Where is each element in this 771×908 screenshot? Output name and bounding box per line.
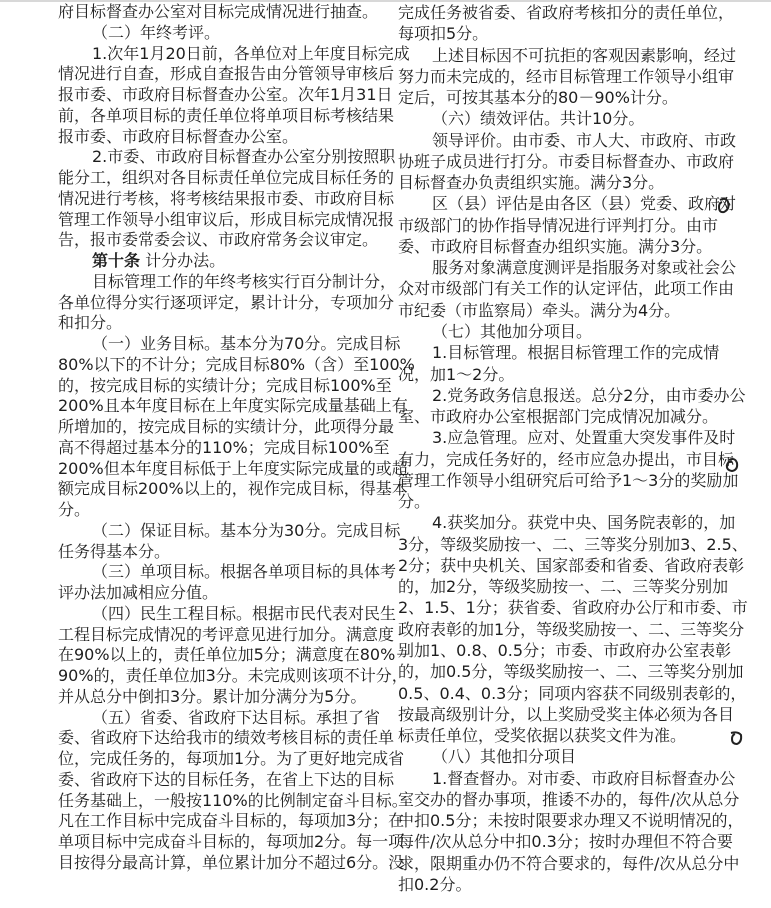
line-text: 努力而未完成的，经市目标管理工作领导小组审 xyxy=(398,66,735,86)
text-line xyxy=(398,406,719,427)
text-line xyxy=(398,257,737,278)
line-text: 额完成目标200%以上的，视作完成目标，得基本 xyxy=(58,479,408,499)
text-line xyxy=(398,342,720,363)
line-text: 报市委、市政府目标督查办公室。次年1月31日 xyxy=(58,85,393,104)
text-line xyxy=(398,534,748,555)
line-text: （八）其他扣分项目 xyxy=(432,747,577,767)
text-line xyxy=(58,852,405,874)
line-text: （六）绩效评估。共计10分。 xyxy=(432,109,645,129)
text-line xyxy=(398,172,709,193)
text-line xyxy=(398,130,737,151)
text-line xyxy=(58,354,415,376)
line-text: （七）其他加分项目。 xyxy=(432,321,593,341)
text-line xyxy=(398,683,747,704)
text-line xyxy=(398,108,709,129)
line-text: （二）保证目标。基本分为30分。完成目标 xyxy=(92,520,401,540)
paragraph xyxy=(58,603,412,708)
paragraph xyxy=(398,342,720,385)
line-text: 计分办法。 xyxy=(140,251,226,270)
text-line xyxy=(398,151,735,172)
paragraph xyxy=(398,746,709,767)
line-text: （五）省委、省政府下达目标。承担了省 xyxy=(92,707,381,727)
text-line xyxy=(58,127,370,148)
text-line xyxy=(58,43,410,65)
paragraph xyxy=(58,23,370,44)
line-text: （一）业务目标。基本分为70分。完成目标 xyxy=(92,334,401,353)
line-text: （三）单项目标。根据各单项目标的具体考 xyxy=(92,562,397,582)
paragraph xyxy=(398,321,709,342)
text-line xyxy=(58,666,408,687)
paragraph xyxy=(58,147,396,251)
text-line xyxy=(58,500,370,521)
text-line xyxy=(58,209,395,231)
line-text: 目标管理工作的年终考核实行百分制计分， xyxy=(92,271,397,291)
paragraph xyxy=(398,768,744,896)
text-line xyxy=(398,512,736,533)
line-text: 众对市级部门有关工作的认定评估，此项工作由 xyxy=(398,279,735,299)
text-line xyxy=(58,479,408,500)
line-text: 服务对象满意度测评是指服务对象或社会公 xyxy=(432,258,737,278)
binding-hole-mark-icon xyxy=(716,197,732,215)
paragraph xyxy=(398,45,737,109)
text-line xyxy=(58,313,370,334)
paragraph xyxy=(398,427,739,512)
line-text: 标责任单位，受奖依据以获奖文件为准。 xyxy=(398,726,687,746)
line-text: 凡在工作目标中完成奋斗目标的，每项加3分；在 xyxy=(58,811,405,831)
text-line xyxy=(398,193,737,214)
line-text: 领导评价。由市委、市人大、市政府、市政 xyxy=(432,130,737,150)
line-text: 1.目标管理。根据目标管理工作的完成情 xyxy=(432,343,720,363)
text-line xyxy=(58,334,401,355)
text-line xyxy=(58,749,405,770)
paragraph xyxy=(398,385,746,428)
text-line xyxy=(398,555,745,576)
text-line xyxy=(58,271,397,293)
text-line xyxy=(398,491,709,512)
text-line xyxy=(398,831,733,852)
text-line xyxy=(398,45,737,66)
line-text: （二）年终考评。 xyxy=(92,22,221,42)
text-line xyxy=(398,576,729,597)
text-line xyxy=(58,230,379,251)
text-line xyxy=(58,811,405,832)
line-text: 评办法加减相应分值。 xyxy=(58,583,219,602)
line-text: 市纪委（市监察局）牵头。满分为4分。 xyxy=(398,300,681,320)
text-line xyxy=(58,728,395,749)
line-text: 前，各单项目标的责任单位将单项目标考核结果 xyxy=(58,105,395,125)
line-text: 每件/次从总分中扣0.3分；按时办理但不符合要 xyxy=(398,832,733,852)
line-text: 室交办的督办事项，推诿不办的，每件/次从总分 xyxy=(398,789,740,809)
text-line xyxy=(58,832,405,853)
line-text: 分。 xyxy=(58,500,91,519)
text-line xyxy=(398,874,709,895)
text-line xyxy=(58,603,397,625)
text-line xyxy=(398,364,709,385)
line-text: 告，报市委常委会议、市政府常务会议审定。 xyxy=(58,230,379,250)
paragraph xyxy=(398,257,737,321)
line-text: 委、省政府下达的目标任务，在省上下达的目标 xyxy=(58,769,395,789)
text-line xyxy=(398,215,719,236)
line-text: 扣0.2分。 xyxy=(398,874,472,894)
text-line xyxy=(398,597,748,618)
line-text: 分。 xyxy=(398,492,431,512)
text-line xyxy=(398,853,740,874)
paragraph xyxy=(398,512,748,746)
paragraph xyxy=(58,707,408,874)
text-line xyxy=(58,85,393,106)
line-text: 任务基础上，一般按110%的比例制定奋斗目标。 xyxy=(58,790,408,810)
line-text: 单项目标中完成奋斗目标的，每项加2分。每一项 xyxy=(58,832,405,851)
line-text: （四）民生工程目标。根据市民代表对民生 xyxy=(92,603,397,623)
paragraph xyxy=(58,251,370,272)
paragraph xyxy=(58,43,410,148)
text-line xyxy=(398,321,709,342)
text-line xyxy=(58,375,392,397)
text-line xyxy=(398,385,746,406)
line-text: 并从总分中倒扣3分。累计加分满分为5分。 xyxy=(58,686,367,706)
text-line xyxy=(398,810,744,831)
binding-hole-mark-icon xyxy=(728,729,744,747)
line-text: 1.督查督办。对市委、市政府目标督查办公 xyxy=(432,768,736,788)
line-text: 2分；获中央机关、国家部委和省委、省政府表彰 xyxy=(398,555,745,575)
line-text: 上述目标因不可抗拒的客观因素影响，经过 xyxy=(432,45,737,65)
line-text: 工程目标完成情况的考评意见进行加分。满意度 xyxy=(58,624,395,644)
text-line xyxy=(398,661,744,682)
text-line xyxy=(398,619,745,640)
line-text: 2.市委、市政府目标督查办公室分别按照职 xyxy=(92,147,396,167)
paragraph xyxy=(398,2,735,45)
line-text: 200%但本年度目标低于上年度实际完成量的或超 xyxy=(58,458,408,478)
line-text: 0.5、0.4、0.3分；同项内容获不同级别表彰的， xyxy=(398,683,747,703)
line-text: 管理工作领导小组研究后可给予1～3分的奖励加 xyxy=(398,470,739,490)
line-text: 目按得分最高计算，单位累计加分不超过6分。没 xyxy=(58,852,405,872)
left-column xyxy=(58,2,415,874)
line-text: 90%的，责任单位加3分。未完成则该项不计分， xyxy=(58,666,408,685)
text-line xyxy=(398,23,709,44)
line-text: 委、市政府目标督查办组织实施。满分3分。 xyxy=(398,236,713,256)
text-line xyxy=(398,300,709,321)
line-text: 的，按完成目标的实绩计分；完成目标100%至 xyxy=(58,375,392,395)
paragraph xyxy=(58,562,397,604)
paragraph xyxy=(58,520,401,563)
line-text: 和扣分。 xyxy=(58,313,123,333)
text-line xyxy=(58,520,401,542)
text-line xyxy=(398,768,736,789)
text-line xyxy=(58,645,412,666)
line-text: 高不得超过基本分的110%；完成目标100%至 xyxy=(58,437,390,457)
paragraph xyxy=(58,334,415,521)
paragraph xyxy=(58,2,379,23)
line-text: 完成任务被省委、省政府考核扣分的责任单位， xyxy=(398,3,735,22)
line-text: 3.应急管理。应对、处置重大突发事件及时 xyxy=(432,428,736,448)
text-line xyxy=(58,23,370,44)
text-line xyxy=(398,449,735,470)
line-text: 80%以下的不计分；完成目标80%（含）至100% xyxy=(58,354,415,374)
line-text: 1.次年1月20日前，各单位对上年度目标完成 xyxy=(92,43,410,63)
paragraph xyxy=(398,193,737,257)
line-text: 各单位得分实行逐项评定，累计计分，专项加分 xyxy=(58,292,395,312)
line-text: 政府表彰的加1分，等级奖励按一、二、三等奖分 xyxy=(398,619,745,639)
paragraph xyxy=(398,130,737,194)
line-text: 报市委、市政府目标督查办公室。 xyxy=(58,126,299,146)
text-line xyxy=(58,292,395,314)
line-text: 别加1、0.8、0.5分；市委、市政府办公室表彰 xyxy=(398,640,732,660)
line-text: 情况进行自查，形成自查报告由分管领导审核后 xyxy=(58,64,395,84)
text-line xyxy=(58,769,395,791)
text-line xyxy=(58,105,395,127)
line-text: 的，加0.5分，等级奖励按一、二、三等奖分别加 xyxy=(398,662,744,682)
text-line xyxy=(58,458,408,480)
text-line xyxy=(58,562,397,583)
right-column xyxy=(398,2,748,895)
line-text: 室、市政府办公室根据部门完成情况加减分。 xyxy=(398,407,719,427)
text-line xyxy=(58,2,379,23)
line-text: 200%且本年度目标在上年度实际完成量基础上有 xyxy=(58,396,408,416)
line-text: 能分工，组织对各目标责任单位完成目标任务的 xyxy=(58,168,395,187)
line-text: 区（县）评估是由各区（县）党委、政府对 xyxy=(432,194,737,214)
line-text: 每项扣5分。 xyxy=(398,24,489,44)
line-text: 协班子成员进行打分。市委目标督查办、市政府 xyxy=(398,151,735,171)
line-text: 2.党务政务信息报送。总分2分，由市委办公 xyxy=(432,385,746,405)
line-text: 市级部门的协作指导情况进行评判打分。由市 xyxy=(398,215,719,235)
line-text: 的，加2分，等级奖励按一、二、三等奖分别加 xyxy=(398,577,729,597)
text-line xyxy=(398,2,735,23)
line-text: 按最高级别计分，以上奖励受奖主体必须为各目 xyxy=(398,704,735,724)
line-text: 任务得基本分。 xyxy=(58,541,171,561)
text-line xyxy=(58,437,390,459)
text-line xyxy=(58,687,370,708)
text-line xyxy=(398,66,735,87)
text-line xyxy=(58,168,395,189)
text-line xyxy=(58,624,395,646)
text-line xyxy=(398,704,735,725)
text-line xyxy=(398,746,709,767)
text-line xyxy=(398,470,739,491)
line-text: 况，加1～2分。 xyxy=(398,364,515,384)
text-line xyxy=(398,789,740,810)
line-text: 2、1.5、1分；获省委、省政府办公厅和市委、市 xyxy=(398,598,748,618)
line-text: 有力，完成任务好的，经市应急办提出，市目标 xyxy=(398,449,735,469)
line-text: 4.获奖加分。获党中央、国务院表彰的，加 xyxy=(432,513,736,533)
text-line xyxy=(398,427,736,448)
text-line xyxy=(58,542,370,563)
line-text: 求，限期重办仍不符合要求的，每件/次从总分中 xyxy=(398,853,740,873)
line-text: 3分，等级奖励按一、二、三等奖分别加3、2.5、 xyxy=(398,534,748,554)
text-line xyxy=(58,790,408,812)
text-line xyxy=(58,251,370,272)
line-text: 目标督查办负责组织实施。满分3分。 xyxy=(398,173,665,193)
line-text: 中扣0.5分；未按时限要求办理又不说明情况的， xyxy=(398,811,744,831)
binding-hole-mark-icon xyxy=(724,456,740,474)
text-line xyxy=(58,583,370,604)
article-heading: 第十条 xyxy=(92,251,141,270)
line-text: 委、省政府下达给我市的绩效考核目标的责任单 xyxy=(58,728,395,748)
line-text: 定后，可按其基本分的80－90%计分。 xyxy=(398,88,678,108)
text-line xyxy=(58,147,396,168)
text-line xyxy=(398,725,709,746)
line-text: 在90%以上的，责任单位加5分；满意度在80%－ xyxy=(58,645,412,665)
line-text: 所增加的，按完成目标的实绩计分，此项得分最 xyxy=(58,417,395,436)
paragraph xyxy=(58,271,397,334)
text-line xyxy=(58,396,408,417)
text-line xyxy=(398,87,709,108)
text-line xyxy=(398,640,732,661)
line-text: 府目标督查办公室对目标完成情况进行抽查。 xyxy=(58,2,379,21)
text-line xyxy=(58,64,395,85)
text-line xyxy=(58,188,395,210)
line-text: 情况进行考核，将考核结果报市委、市政府目标 xyxy=(58,188,395,208)
line-text: 管理工作领导小组审议后，形成目标完成情况报 xyxy=(58,209,395,229)
paragraph xyxy=(398,108,709,129)
text-line xyxy=(398,278,735,299)
line-text: 位，完成任务的，每项加1分。为了更好地完成省 xyxy=(58,749,405,768)
text-line xyxy=(398,236,713,257)
text-line xyxy=(58,417,395,438)
text-line xyxy=(58,707,381,729)
